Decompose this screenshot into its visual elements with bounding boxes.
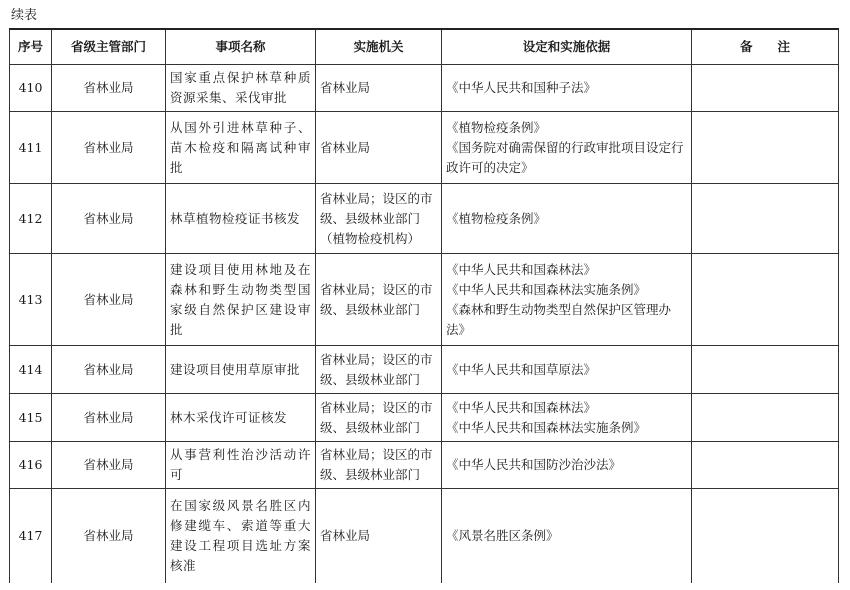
cell-department: 省林业局: [52, 394, 166, 442]
header-implementing-agency: 实施机关: [316, 29, 442, 65]
cell-agency: 省林业局；设区的市级、县级林业部门: [316, 346, 442, 394]
cell-agency: 省林业局；设区的市级、县级林业部门（植物检疫机构）: [316, 184, 442, 254]
table-row: [10, 184, 839, 254]
cell-remarks: [692, 112, 839, 184]
cell-agency: 省林业局: [316, 489, 442, 583]
cell-remarks: [692, 346, 839, 394]
cell-serial-number: 411: [10, 112, 52, 184]
cell-department: 省林业局: [52, 346, 166, 394]
cell-item-name: 在国家级风景名胜区内修建缆车、索道等重大建设工程项目选址方案核准: [166, 489, 316, 583]
cell-item-name: 国家重点保护林草种质资源采集、采伐审批: [166, 65, 316, 112]
table-row: [10, 65, 839, 112]
cell-remarks: [692, 489, 839, 583]
cell-serial-number: 413: [10, 254, 52, 346]
table-header-row: [10, 29, 839, 65]
header-legal-basis: 设定和实施依据: [442, 29, 692, 65]
cell-department: 省林业局: [52, 112, 166, 184]
cell-serial-number: 415: [10, 394, 52, 442]
cell-agency: 省林业局: [316, 65, 442, 112]
cell-remarks: [692, 442, 839, 489]
cell-item-name: 建设项目使用草原审批: [166, 346, 316, 394]
cell-item-name: 林木采伐许可证核发: [166, 394, 316, 442]
cell-basis: 《植物检疫条例》: [442, 184, 692, 254]
cell-basis: 《中华人民共和国种子法》: [442, 65, 692, 112]
table-row: [10, 442, 839, 489]
cell-remarks: [692, 65, 839, 112]
cell-agency: 省林业局；设区的市级、县级林业部门: [316, 442, 442, 489]
administrative-approval-table: [9, 28, 839, 583]
cell-item-name: 从国外引进林草种子、苗木检疫和隔离试种审批: [166, 112, 316, 184]
cell-department: 省林业局: [52, 489, 166, 583]
cell-basis: 《中华人民共和国森林法》 《中华人民共和国森林法实施条例》: [442, 394, 692, 442]
cell-department: 省林业局: [52, 254, 166, 346]
cell-agency: 省林业局；设区的市级、县级林业部门: [316, 254, 442, 346]
cell-agency: 省林业局: [316, 112, 442, 184]
header-item-name: 事项名称: [166, 29, 316, 65]
cell-serial-number: 410: [10, 65, 52, 112]
cell-remarks: [692, 394, 839, 442]
cell-basis: 《中华人民共和国防沙治沙法》: [442, 442, 692, 489]
cell-department: 省林业局: [52, 65, 166, 112]
cell-serial-number: 417: [10, 489, 52, 583]
table-row: [10, 254, 839, 346]
table-row: [10, 489, 839, 583]
cell-serial-number: 414: [10, 346, 52, 394]
cell-basis: 《风景名胜区条例》: [442, 489, 692, 583]
cell-basis: 《中华人民共和国森林法》 《中华人民共和国森林法实施条例》 《森林和野生动物类型自然保护区管理办法》: [442, 254, 692, 346]
cell-remarks: [692, 184, 839, 254]
continued-table-caption: 续表: [11, 8, 38, 23]
cell-basis: 《植物检疫条例》 《国务院对确需保留的行政审批项目设定行政许可的决定》: [442, 112, 692, 184]
cell-item-name: 建设项目使用林地及在森林和野生动物类型国家级自然保护区建设审批: [166, 254, 316, 346]
table-row: [10, 346, 839, 394]
cell-item-name: 从事营利性治沙活动许可: [166, 442, 316, 489]
cell-department: 省林业局: [52, 442, 166, 489]
cell-basis: 《中华人民共和国草原法》: [442, 346, 692, 394]
header-remarks: 备 注: [692, 29, 839, 65]
cell-agency: 省林业局；设区的市级、县级林业部门: [316, 394, 442, 442]
header-provincial-department: 省级主管部门: [52, 29, 166, 65]
table-row: [10, 112, 839, 184]
cell-serial-number: 416: [10, 442, 52, 489]
table-row: [10, 394, 839, 442]
cell-item-name: 林草植物检疫证书核发: [166, 184, 316, 254]
cell-department: 省林业局: [52, 184, 166, 254]
cell-remarks: [692, 254, 839, 346]
cell-serial-number: 412: [10, 184, 52, 254]
header-serial-number: 序号: [10, 29, 52, 65]
